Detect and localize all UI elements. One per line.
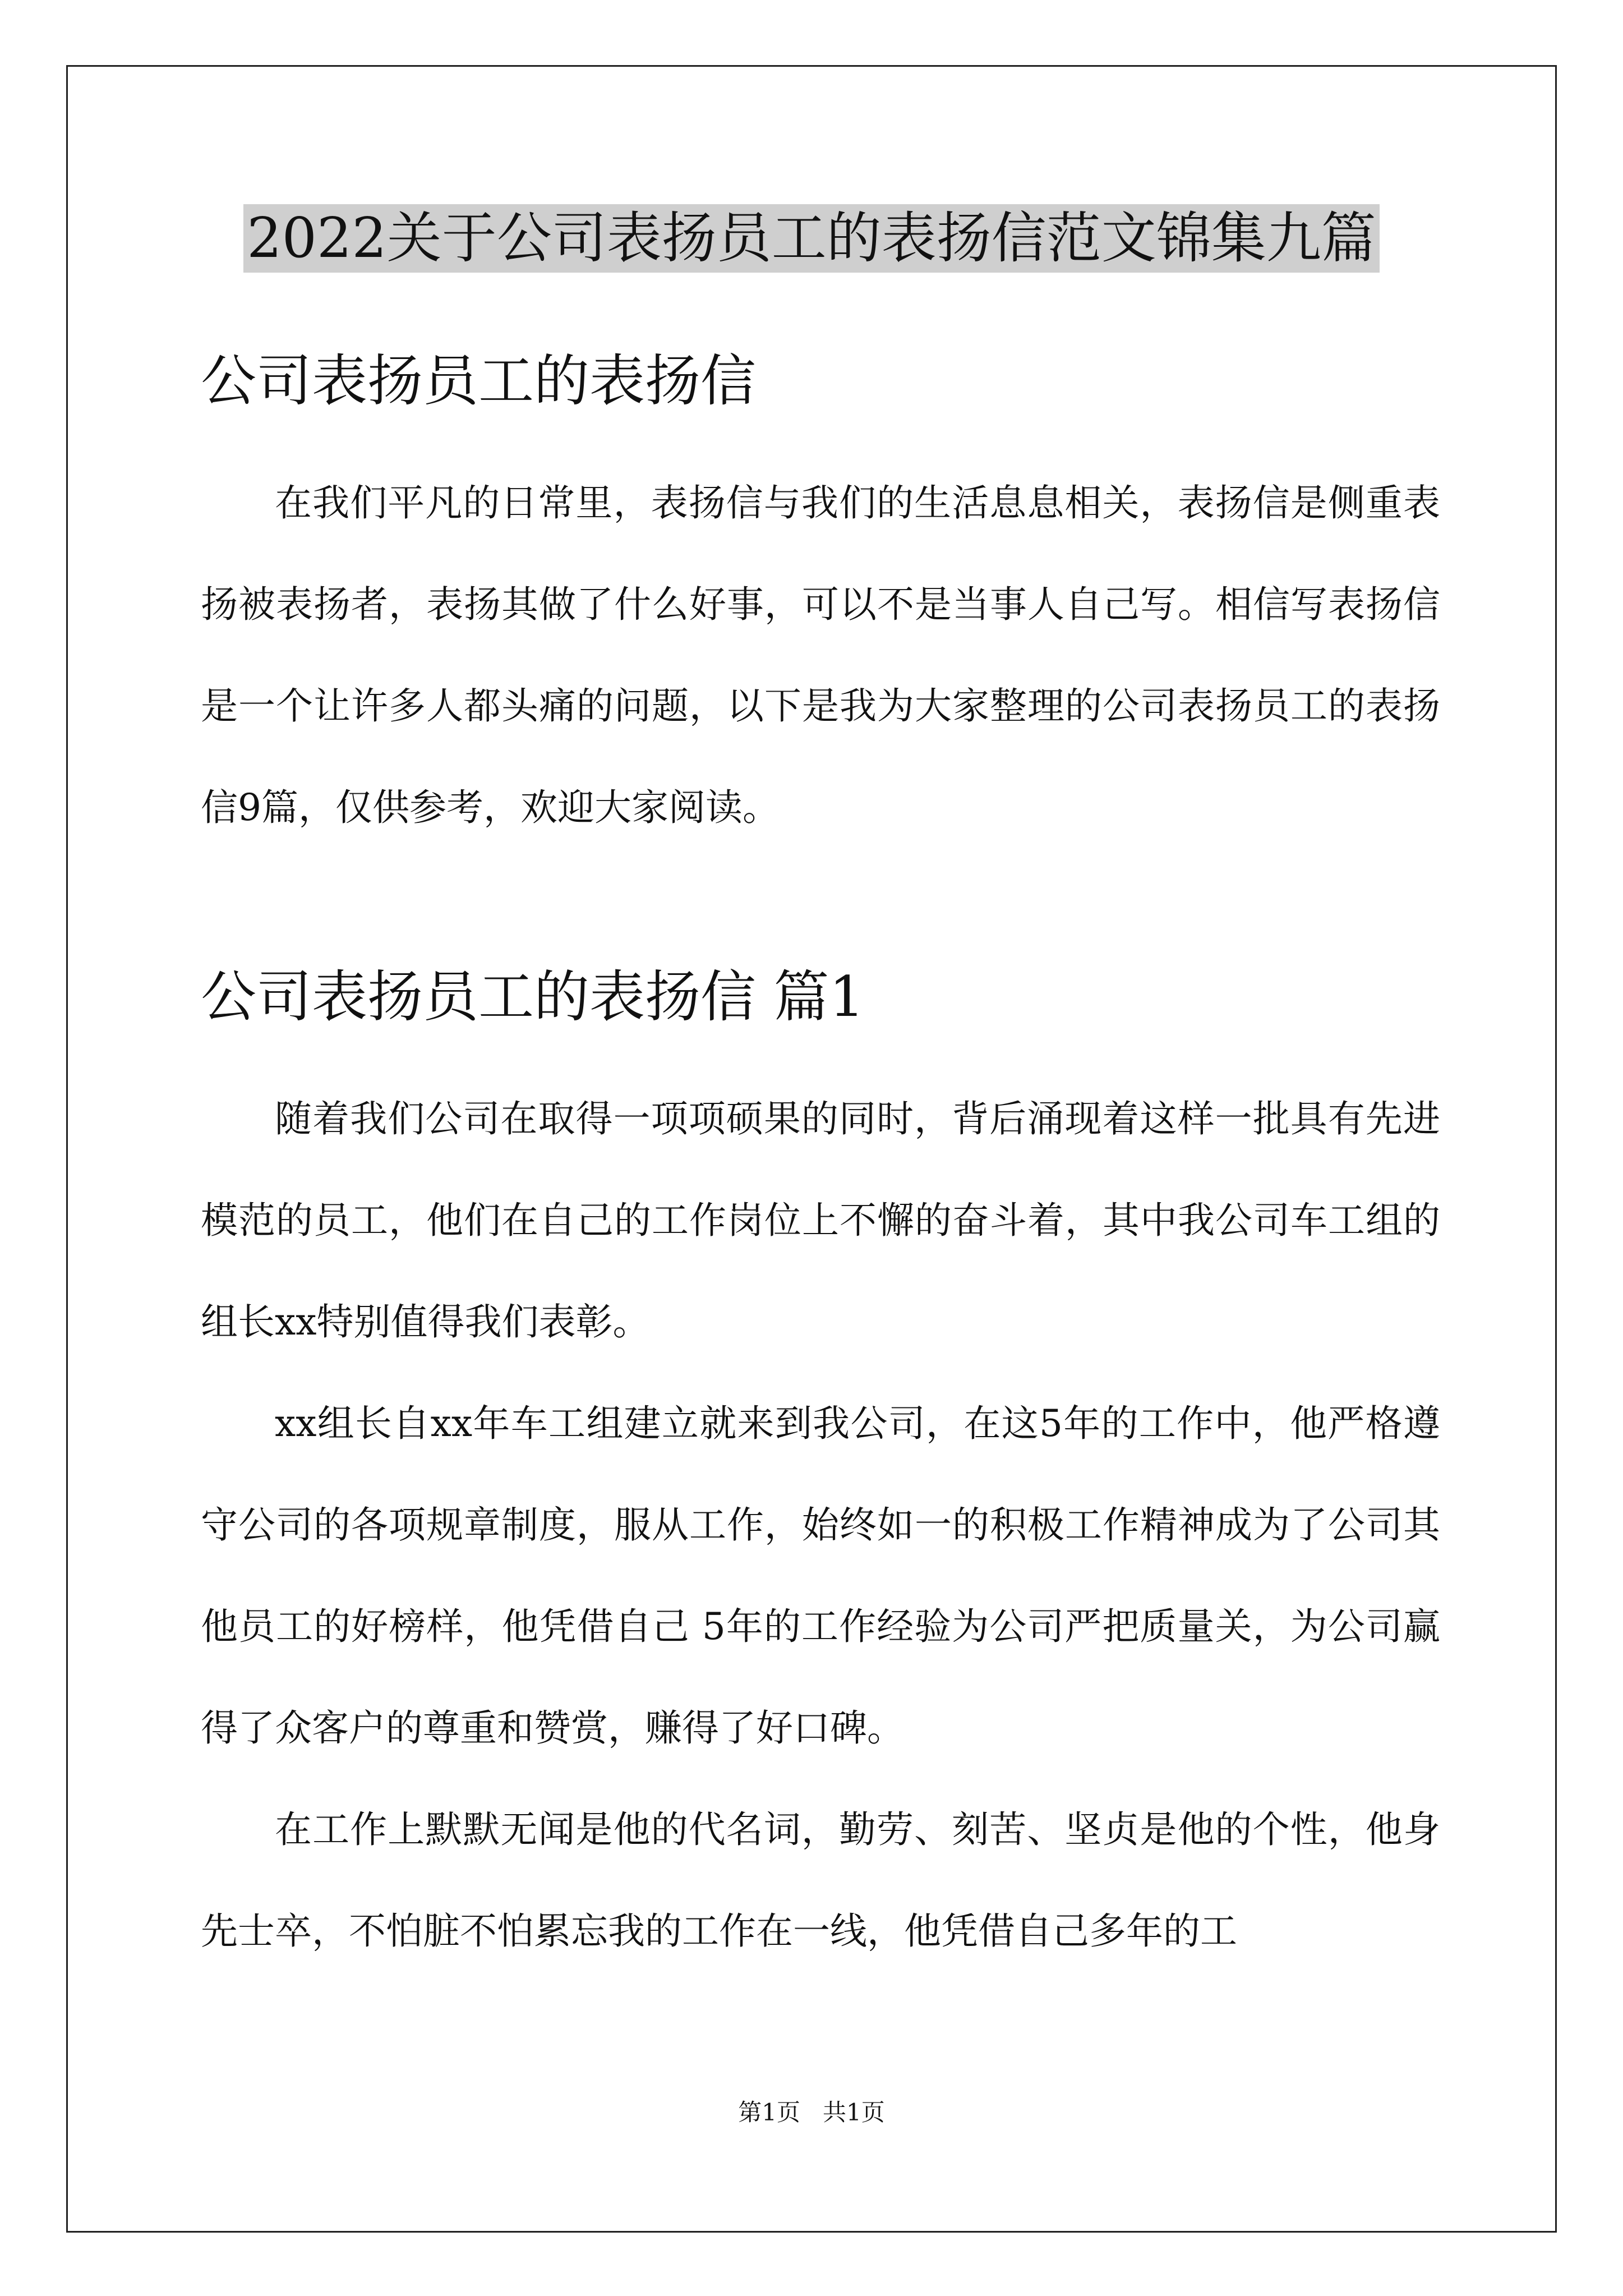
section1-heading: 公司表扬员工的表扬信 篇1	[201, 965, 865, 1029]
document-title-text: 2022关于公司表扬员工的表扬信范文锦集九篇	[243, 204, 1379, 273]
document-title	[0, 202, 1623, 275]
document-body	[201, 348, 1440, 1982]
section1-paragraph-2: xx组长自xx年车工组建立就来到我公司，在这5年的工作中，他严格遵守公司的各项规章制度，服从工作，始终如一的积极工作精神成为了公司其他员工的好榜样，他凭借自己 5年的工作经验为公司严把质量关，为公司赢得了众客户的尊重和赞赏，赚得了好口碑。	[201, 1402, 1440, 1750]
page-footer: 第1页 共1页	[738, 2099, 885, 2126]
section1-paragraph-1: 随着我们公司在取得一项项硕果的同时，背后涌现着这样一批具有先进模范的员工，他们在自己的工作岗位上不懈的奋斗着，其中我公司车工组的组长xx特别值得我们表彰。	[201, 1097, 1440, 1343]
section-gap	[201, 858, 1440, 964]
intro-paragraph: 在我们平凡的日常里，表扬信与我们的生活息息相关，表扬信是侧重表扬被表扬者，表扬其做了什么好事，可以不是当事人自己写。相信写表扬信是一个让许多人都头痛的问题，以下是我为大家整理的公司表扬员工的表扬信9篇，仅供参考，欢迎大家阅读。	[201, 481, 1440, 829]
section1-paragraph-3: 在工作上默默无闻是他的代名词，勤劳、刻苦、坚贞是他的个性，他身先士卒，不怕脏不怕累忘我的工作在一线，他凭借自己多年的工	[201, 1808, 1440, 1953]
intro-heading: 公司表扬员工的表扬信	[201, 349, 756, 413]
